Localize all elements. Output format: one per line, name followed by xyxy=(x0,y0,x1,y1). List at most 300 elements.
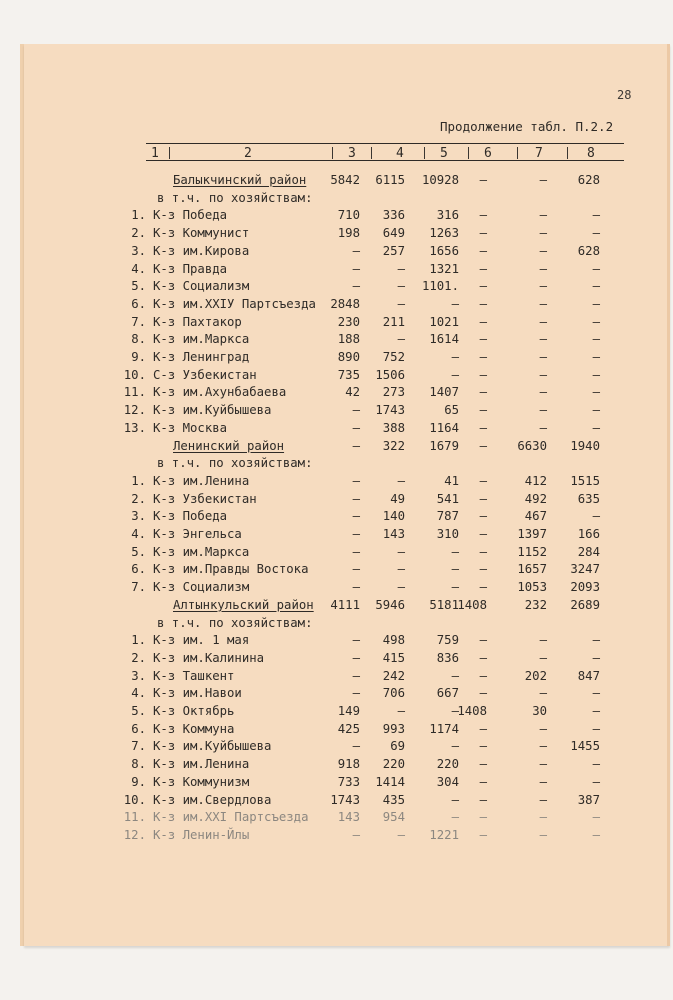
cell-col-4: – xyxy=(397,261,405,276)
cell-col-8: – xyxy=(592,208,600,223)
farm-name: С-з Узбекистан xyxy=(153,367,257,382)
farm-name: К-з Коммунист xyxy=(153,226,250,241)
farm-name: К-з им.Куйбышева xyxy=(153,403,272,418)
farm-name: К-з им.Правды Востока xyxy=(153,562,309,577)
cell-col-4: 1506 xyxy=(375,367,405,382)
row-number: 5. xyxy=(131,704,146,718)
cell-col-8: – xyxy=(592,261,600,276)
cell-col-6: – xyxy=(479,438,487,453)
cell-col-8: 2689 xyxy=(570,597,600,612)
cell-col-5: 836 xyxy=(436,650,459,665)
header-separator xyxy=(517,147,518,159)
cell-col-7: – xyxy=(539,173,547,187)
subheading: в т.ч. по хозяйствам: xyxy=(157,456,313,471)
row-number: 4. xyxy=(131,527,146,541)
cell-col-8: – xyxy=(592,279,600,294)
cell-col-5: 1263 xyxy=(429,226,459,241)
row-number: 12. xyxy=(123,403,146,418)
cell-col-3: – xyxy=(352,580,360,595)
cell-col-8: – xyxy=(592,704,600,718)
cell-col-6: – xyxy=(479,509,487,524)
cell-col-8: – xyxy=(592,385,600,400)
cell-col-8: 166 xyxy=(577,527,600,541)
header-separator xyxy=(371,147,372,159)
cell-col-7: 202 xyxy=(524,668,547,683)
row-number: 11. xyxy=(123,385,146,400)
district-row xyxy=(0,598,673,616)
cell-col-7: 467 xyxy=(524,509,547,524)
cell-col-3: – xyxy=(352,633,360,648)
farm-name: К-з им.Куйбышева xyxy=(153,739,272,754)
table-row xyxy=(0,403,673,421)
cell-col-3: 735 xyxy=(337,367,360,382)
cell-col-4: 242 xyxy=(382,668,405,683)
cell-col-8: – xyxy=(592,827,600,842)
row-number: 1. xyxy=(131,633,146,648)
row-number: 1. xyxy=(131,208,146,223)
cell-col-3: – xyxy=(352,420,360,435)
cell-col-7: 1657 xyxy=(517,562,547,577)
cell-col-4: – xyxy=(397,332,405,347)
cell-col-6: – xyxy=(479,810,487,825)
cell-col-4: 211 xyxy=(382,314,405,329)
cell-col-8: 628 xyxy=(577,243,600,258)
cell-col-6: – xyxy=(479,721,487,736)
table-row xyxy=(0,385,673,403)
cell-col-3: 149 xyxy=(337,704,360,718)
farm-name: К-з Энгельса xyxy=(153,527,242,541)
district-name: Ленинский район xyxy=(173,438,285,453)
cell-col-3: 425 xyxy=(337,721,360,736)
farm-name: К-з Социализм xyxy=(153,580,250,595)
table-row xyxy=(0,527,673,545)
table-row xyxy=(0,350,673,368)
cell-col-4: 336 xyxy=(382,208,405,223)
cell-col-7: 492 xyxy=(524,491,547,506)
table-row xyxy=(0,669,673,687)
cell-col-7: – xyxy=(539,385,547,400)
farm-name: К-з Правда xyxy=(153,261,228,276)
cell-col-5: 304 xyxy=(436,774,459,789)
farm-name: К-з им.XXIУ Партсъезда xyxy=(153,296,316,311)
cell-col-8: 2093 xyxy=(570,580,600,595)
farm-name: К-з Победа xyxy=(153,509,228,524)
cell-col-7: 1152 xyxy=(517,544,547,559)
table-row xyxy=(0,474,673,492)
cell-col-5: – xyxy=(451,367,459,382)
farm-name: К-з им.XXI Партсъезда xyxy=(153,810,309,825)
row-number: 11. xyxy=(123,810,146,825)
cell-col-5: – xyxy=(451,296,459,311)
cell-col-4: 143 xyxy=(382,527,405,541)
cell-col-3: 5842 xyxy=(330,173,360,187)
cell-col-7: – xyxy=(539,757,547,772)
cell-col-6: – xyxy=(479,580,487,595)
cell-col-6: – xyxy=(479,491,487,506)
row-number: 6. xyxy=(131,721,146,736)
cell-col-7: – xyxy=(539,296,547,311)
cell-col-8: 1515 xyxy=(570,473,600,488)
cell-col-3: – xyxy=(352,650,360,665)
table-row xyxy=(0,562,673,580)
cell-col-4: 954 xyxy=(382,810,405,825)
cell-col-3: 230 xyxy=(337,314,360,329)
subheading-row xyxy=(0,616,673,634)
cell-col-7: – xyxy=(539,367,547,382)
row-number: 9. xyxy=(131,350,146,364)
table-row xyxy=(0,580,673,598)
cell-col-3: – xyxy=(352,527,360,541)
cell-col-6: – xyxy=(479,650,487,665)
cell-col-3: – xyxy=(352,438,360,453)
table-row xyxy=(0,492,673,510)
district-row xyxy=(0,439,673,457)
cell-col-8: – xyxy=(592,633,600,648)
cell-col-3: 143 xyxy=(337,810,360,825)
row-number: 4. xyxy=(131,686,146,701)
farm-name: К-з им.Калинина xyxy=(153,650,265,665)
farm-name: К-з Ленин-Йлы xyxy=(153,827,250,842)
cell-col-6: – xyxy=(479,350,487,364)
row-number: 3. xyxy=(131,509,146,524)
table-row xyxy=(0,722,673,740)
cell-col-4: – xyxy=(397,279,405,294)
table-row xyxy=(0,279,673,297)
subheading-row xyxy=(0,456,673,474)
cell-col-7: – xyxy=(539,261,547,276)
table-row xyxy=(0,421,673,439)
cell-col-5: 1407 xyxy=(429,385,459,400)
cell-col-8: 1455 xyxy=(570,739,600,754)
cell-col-5: 1614 xyxy=(429,332,459,347)
cell-col-7: – xyxy=(539,810,547,825)
cell-col-6: – xyxy=(479,757,487,772)
cell-col-7: 412 xyxy=(524,473,547,488)
row-number: 10. xyxy=(123,792,146,807)
cell-col-7: – xyxy=(539,403,547,418)
farm-name: К-з им.Маркса xyxy=(153,544,250,559)
cell-col-7: – xyxy=(539,350,547,364)
cell-col-3: – xyxy=(352,544,360,559)
cell-col-8: 635 xyxy=(577,491,600,506)
cell-col-6: – xyxy=(479,261,487,276)
cell-col-4: 257 xyxy=(382,243,405,258)
farm-name: К-з Социализм xyxy=(153,279,250,294)
farm-name: К-з им.Ленина xyxy=(153,473,250,488)
header-col-6: 6 xyxy=(484,146,492,161)
table-row xyxy=(0,739,673,757)
cell-col-4: 1743 xyxy=(375,403,405,418)
cell-col-3: 198 xyxy=(337,226,360,241)
cell-col-3: – xyxy=(352,668,360,683)
farm-name: К-з Пахтакор xyxy=(153,314,242,329)
row-number: 6. xyxy=(131,562,146,577)
cell-col-8: – xyxy=(592,650,600,665)
cell-col-7: – xyxy=(539,332,547,347)
cell-col-8: – xyxy=(592,296,600,311)
cell-col-4: – xyxy=(397,827,405,842)
cell-col-7: 6630 xyxy=(517,438,547,453)
row-number: 12. xyxy=(123,827,146,842)
cell-col-6: – xyxy=(479,633,487,648)
cell-col-8: – xyxy=(592,226,600,241)
cell-col-5: – xyxy=(451,810,459,825)
header-separator xyxy=(468,147,469,159)
cell-col-5: – xyxy=(451,668,459,683)
cell-col-8: – xyxy=(592,332,600,347)
cell-col-3: – xyxy=(352,686,360,701)
cell-col-4: 435 xyxy=(382,792,405,807)
table-row xyxy=(0,633,673,651)
cell-col-4: – xyxy=(397,544,405,559)
header-col-8: 8 xyxy=(587,146,595,161)
cell-col-5: 1021 xyxy=(429,314,459,329)
cell-col-6: – xyxy=(479,296,487,311)
cell-col-6: – xyxy=(479,226,487,241)
cell-col-4: – xyxy=(397,296,405,311)
cell-col-4: – xyxy=(397,473,405,488)
cell-col-6: – xyxy=(479,279,487,294)
cell-col-7: – xyxy=(539,226,547,241)
farm-name: К-з им. 1 мая xyxy=(153,633,250,648)
cell-col-5: 541 xyxy=(436,491,459,506)
subheading: в т.ч. по хозяйствам: xyxy=(157,190,313,205)
cell-col-5: 1679 xyxy=(429,438,459,453)
cell-col-3: – xyxy=(352,739,360,754)
cell-col-7: – xyxy=(539,721,547,736)
table-row xyxy=(0,775,673,793)
farm-name: К-з Ленинград xyxy=(153,350,250,364)
cell-col-3: 42 xyxy=(345,385,360,400)
cell-col-3: 188 xyxy=(337,332,360,347)
table-row xyxy=(0,651,673,669)
header-separator xyxy=(332,147,333,159)
cell-col-4: 752 xyxy=(382,350,405,364)
header-col-2: 2 xyxy=(244,146,252,161)
cell-col-4: 69 xyxy=(390,739,405,754)
farm-name: К-з Победа xyxy=(153,208,228,223)
cell-col-4: 49 xyxy=(390,491,405,506)
cell-col-4: 5946 xyxy=(375,597,405,612)
farm-name: К-з Коммуна xyxy=(153,721,235,736)
table-row xyxy=(0,810,673,828)
cell-col-6: 1408 xyxy=(457,704,487,718)
cell-col-4: 140 xyxy=(382,509,405,524)
cell-col-8: 628 xyxy=(577,173,600,187)
cell-col-7: – xyxy=(539,633,547,648)
cell-col-3: 890 xyxy=(337,350,360,364)
cell-col-4: 649 xyxy=(382,226,405,241)
cell-col-5: 1174 xyxy=(429,721,459,736)
row-number: 6. xyxy=(131,296,146,311)
cell-col-6: – xyxy=(479,544,487,559)
cell-col-6: – xyxy=(479,173,487,187)
header-col-5: 5 xyxy=(440,146,448,161)
header-bottom-rule xyxy=(146,160,624,161)
row-number: 4. xyxy=(131,261,146,276)
cell-col-4: 388 xyxy=(382,420,405,435)
row-number: 13. xyxy=(123,420,146,435)
farm-name: К-з Узбекистан xyxy=(153,491,257,506)
cell-col-7: 1053 xyxy=(517,580,547,595)
cell-col-6: – xyxy=(479,739,487,754)
cell-col-5: – xyxy=(451,350,459,364)
page-number: 28 xyxy=(617,88,632,102)
subheading-row xyxy=(0,191,673,209)
table-row xyxy=(0,686,673,704)
header-col-1: 1 xyxy=(151,146,159,161)
cell-col-6: – xyxy=(479,208,487,223)
cell-col-6: – xyxy=(479,385,487,400)
cell-col-6: – xyxy=(479,774,487,789)
cell-col-5: – xyxy=(451,792,459,807)
cell-col-6: – xyxy=(479,420,487,435)
cell-col-8: – xyxy=(592,810,600,825)
cell-col-4: 706 xyxy=(382,686,405,701)
farm-name: К-з им.Маркса xyxy=(153,332,250,347)
cell-col-8: – xyxy=(592,757,600,772)
cell-col-7: – xyxy=(539,420,547,435)
cell-col-4: 6115 xyxy=(375,173,405,187)
cell-col-7: 30 xyxy=(532,704,547,718)
farm-name: К-з Ташкент xyxy=(153,668,235,683)
cell-col-7: – xyxy=(539,792,547,807)
cell-col-5: 310 xyxy=(436,527,459,541)
district-name: Балыкчинский район xyxy=(173,173,307,187)
cell-col-5: – xyxy=(451,580,459,595)
farm-name: К-з Коммунизм xyxy=(153,774,250,789)
cell-col-8: 847 xyxy=(577,668,600,683)
cell-col-3: – xyxy=(352,473,360,488)
cell-col-3: – xyxy=(352,243,360,258)
cell-col-3: – xyxy=(352,562,360,577)
row-number: 3. xyxy=(131,243,146,258)
row-number: 7. xyxy=(131,739,146,754)
farm-name: К-з Октябрь xyxy=(153,704,235,718)
cell-col-8: 387 xyxy=(577,792,600,807)
cell-col-7: – xyxy=(539,650,547,665)
row-number: 9. xyxy=(131,774,146,789)
cell-col-5: 759 xyxy=(436,633,459,648)
row-number: 2. xyxy=(131,491,146,506)
table-row xyxy=(0,793,673,811)
row-number: 7. xyxy=(131,314,146,329)
cell-col-7: – xyxy=(539,739,547,754)
header-separator xyxy=(169,147,170,159)
cell-col-5: 1321 xyxy=(429,261,459,276)
cell-col-6: – xyxy=(479,827,487,842)
row-number: 5. xyxy=(131,279,146,294)
cell-col-6: – xyxy=(479,792,487,807)
header-col-7: 7 xyxy=(535,146,543,161)
cell-col-5: – xyxy=(451,562,459,577)
cell-col-4: 993 xyxy=(382,721,405,736)
cell-col-8: – xyxy=(592,367,600,382)
cell-col-4: – xyxy=(397,580,405,595)
cell-col-4: 273 xyxy=(382,385,405,400)
cell-col-6: – xyxy=(479,367,487,382)
cell-col-3: – xyxy=(352,403,360,418)
cell-col-5: – xyxy=(451,739,459,754)
cell-col-5: 316 xyxy=(436,208,459,223)
cell-col-5: 10928 xyxy=(421,173,459,187)
cell-col-7: – xyxy=(539,686,547,701)
header-col-3: 3 xyxy=(348,146,356,161)
cell-col-4: 322 xyxy=(382,438,405,453)
cell-col-7: – xyxy=(539,827,547,842)
cell-col-5: 5181 xyxy=(429,597,459,612)
district-name: Алтынкульский район xyxy=(173,597,314,612)
row-number: 10. xyxy=(123,367,146,382)
table-row xyxy=(0,828,673,846)
cell-col-7: – xyxy=(539,279,547,294)
cell-col-6: – xyxy=(479,243,487,258)
table-row xyxy=(0,545,673,563)
cell-col-3: – xyxy=(352,491,360,506)
cell-col-7: 1397 xyxy=(517,527,547,541)
cell-col-3: – xyxy=(352,827,360,842)
cell-col-6: – xyxy=(479,686,487,701)
header-separator xyxy=(567,147,568,159)
cell-col-8: – xyxy=(592,314,600,329)
row-number: 8. xyxy=(131,757,146,772)
cell-col-7: – xyxy=(539,243,547,258)
cell-col-8: – xyxy=(592,403,600,418)
table-caption: Продолжение табл. П.2.2 xyxy=(440,119,614,134)
table-row xyxy=(0,704,673,722)
cell-col-6: – xyxy=(479,527,487,541)
header-col-4: 4 xyxy=(396,146,404,161)
farm-name: К-з Москва xyxy=(153,420,228,435)
cell-col-5: 787 xyxy=(436,509,459,524)
table-row xyxy=(0,332,673,350)
cell-col-8: – xyxy=(592,721,600,736)
cell-col-4: – xyxy=(397,704,405,718)
cell-col-8: – xyxy=(592,420,600,435)
cell-col-6: – xyxy=(479,473,487,488)
table-row xyxy=(0,315,673,333)
table-row xyxy=(0,262,673,280)
cell-col-5: 1221 xyxy=(429,827,459,842)
row-number: 7. xyxy=(131,580,146,595)
cell-col-3: – xyxy=(352,279,360,294)
cell-col-3: – xyxy=(352,261,360,276)
row-number: 2. xyxy=(131,650,146,665)
row-number: 1. xyxy=(131,473,146,488)
cell-col-5: 65 xyxy=(444,403,459,418)
table-row xyxy=(0,757,673,775)
cell-col-8: 3247 xyxy=(570,562,600,577)
cell-col-6: – xyxy=(479,562,487,577)
cell-col-5: 41 xyxy=(444,473,459,488)
cell-col-8: – xyxy=(592,509,600,524)
farm-name: К-з им.Ахунбабаева xyxy=(153,385,287,400)
cell-col-3: 1743 xyxy=(330,792,360,807)
farm-name: К-з им.Кирова xyxy=(153,243,250,258)
cell-col-3: 2848 xyxy=(330,296,360,311)
table-row xyxy=(0,208,673,226)
table-row xyxy=(0,297,673,315)
cell-col-7: – xyxy=(539,314,547,329)
cell-col-5: 667 xyxy=(436,686,459,701)
cell-col-4: 498 xyxy=(382,633,405,648)
cell-col-4: – xyxy=(397,562,405,577)
cell-col-6: – xyxy=(479,332,487,347)
cell-col-5: – xyxy=(451,544,459,559)
row-number: 8. xyxy=(131,332,146,347)
cell-col-4: 1414 xyxy=(375,774,405,789)
row-number: 5. xyxy=(131,544,146,559)
